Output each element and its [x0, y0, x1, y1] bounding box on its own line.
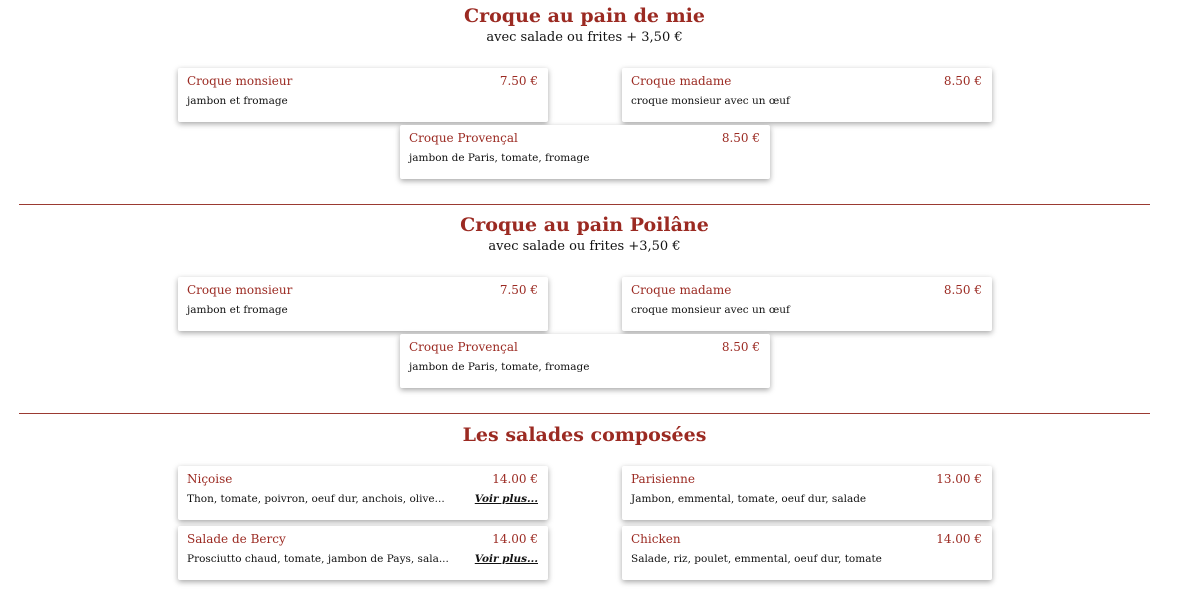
menu-item-description: croque monsieur avec un œuf	[631, 304, 790, 316]
menu-item-price: 8.50 €	[943, 74, 982, 88]
menu-item-price: 14.00 €	[936, 532, 982, 546]
section-title-pain-de-mie: Croque au pain de mie	[464, 5, 705, 27]
menu-item-price: 7.50 €	[499, 283, 538, 297]
menu-item-name: Croque monsieur	[187, 283, 293, 297]
menu-item-name: Croque Provençal	[409, 131, 518, 145]
menu-item-price: 13.00 €	[936, 472, 982, 486]
menu-item-price: 14.00 €	[492, 532, 538, 546]
menu-item-description: jambon et fromage	[187, 95, 288, 107]
menu-item-name: Niçoise	[187, 472, 233, 486]
menu-item-price: 8.50 €	[721, 340, 760, 354]
menu-item-description: Thon, tomate, poivron, oeuf dur, anchois, olive...	[187, 493, 445, 505]
menu-item-name: Croque monsieur	[187, 74, 293, 88]
menu-item-parisienne[interactable]	[622, 466, 992, 520]
section-title-pain-poilane: Croque au pain Poilâne	[460, 214, 709, 236]
menu-item-price: 7.50 €	[499, 74, 538, 88]
section-subtitle-pain-poilane: avec salade ou frites +3,50 €	[488, 239, 681, 254]
menu-item-name: Salade de Bercy	[187, 532, 286, 546]
menu-item-chicken[interactable]	[622, 526, 992, 580]
menu-item-croque-provencal[interactable]	[400, 125, 770, 179]
voir-plus-link[interactable]: Voir plus...	[474, 553, 538, 565]
menu-item-croque-monsieur[interactable]	[178, 277, 548, 331]
menu-item-name: Croque madame	[631, 283, 732, 297]
menu-item-name: Croque madame	[631, 74, 732, 88]
menu-item-name: Parisienne	[631, 472, 695, 486]
menu-item-salade-de-bercy[interactable]	[178, 526, 548, 580]
menu-item-croque-provencal[interactable]	[400, 334, 770, 388]
section-subtitle-pain-de-mie: avec salade ou frites + 3,50 €	[486, 30, 683, 45]
menu-item-price: 8.50 €	[943, 283, 982, 297]
menu-item-name: Chicken	[631, 532, 681, 546]
menu-item-croque-madame[interactable]	[622, 68, 992, 122]
menu-item-name: Croque Provençal	[409, 340, 518, 354]
menu-item-description: Salade, riz, poulet, emmental, oeuf dur, tomate	[631, 553, 882, 565]
section-divider	[19, 413, 1150, 414]
menu-item-description: jambon et fromage	[187, 304, 288, 316]
voir-plus-link[interactable]: Voir plus...	[474, 493, 538, 505]
menu-item-price: 14.00 €	[492, 472, 538, 486]
menu-item-price: 8.50 €	[721, 131, 760, 145]
section-title-salades: Les salades composées	[462, 424, 707, 446]
menu-item-description: jambon de Paris, tomate, fromage	[409, 152, 590, 164]
menu-item-nicoise[interactable]	[178, 466, 548, 520]
section-divider	[19, 204, 1150, 205]
menu-item-description: Jambon, emmental, tomate, oeuf dur, salade	[631, 493, 867, 505]
menu-item-croque-monsieur[interactable]	[178, 68, 548, 122]
menu-item-description: croque monsieur avec un œuf	[631, 95, 790, 107]
menu-item-description: Prosciutto chaud, tomate, jambon de Pays, sala...	[187, 553, 449, 565]
menu-item-croque-madame[interactable]	[622, 277, 992, 331]
menu-item-description: jambon de Paris, tomate, fromage	[409, 361, 590, 373]
